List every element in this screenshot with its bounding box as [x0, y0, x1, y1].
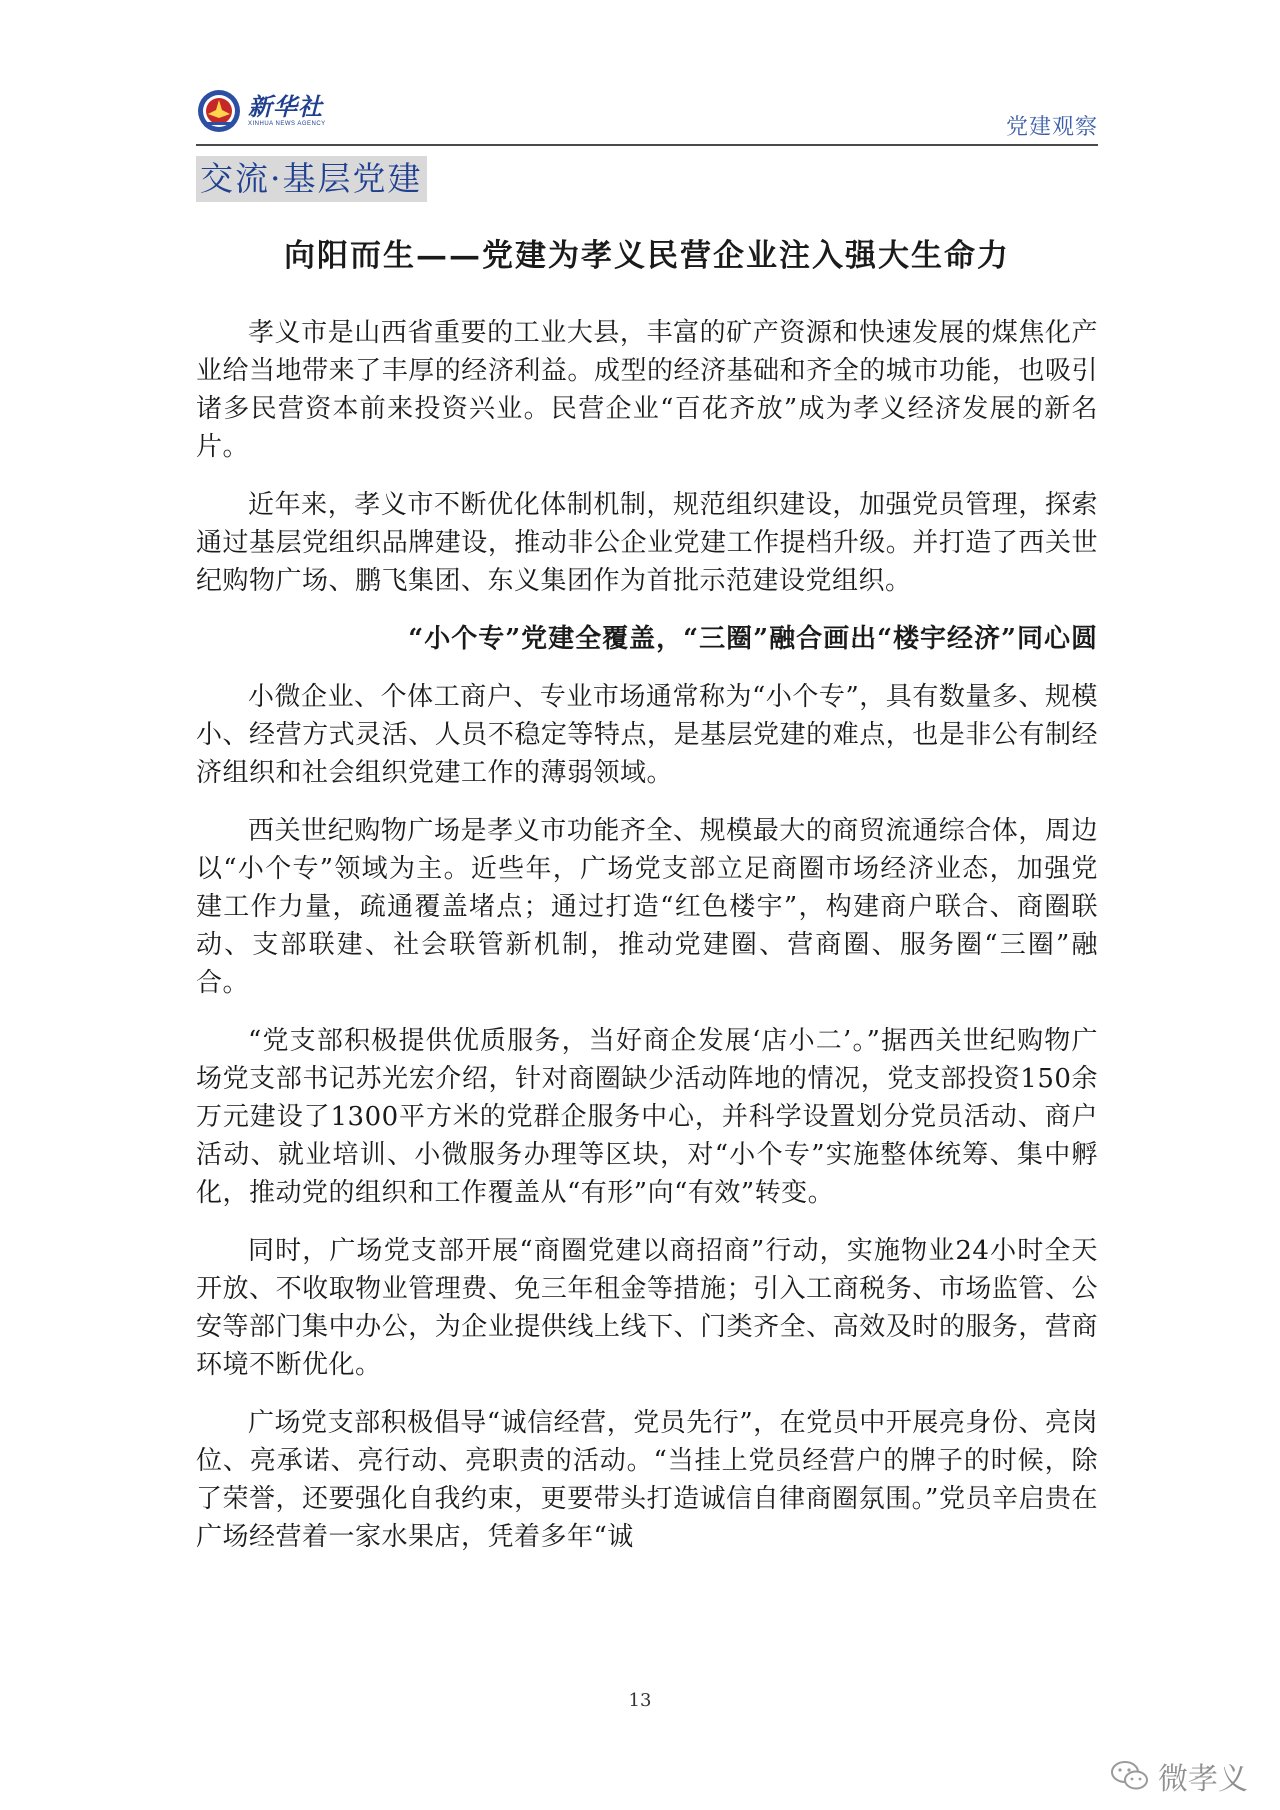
xinhua-logo	[196, 88, 326, 134]
logo-chinese-text: 新华社	[248, 92, 323, 121]
watermark-text: 微孝义	[1158, 1762, 1248, 1797]
paragraph: 西关世纪购物广场是孝义市功能齐全、规模最大的商贸流通综合体，周边以“小个专”领域为主。近些年，广场党支部立足商圈市场经济业态，加强党建工作力量，疏通覆盖堵点；通过打造“红色楼宇”，构建商户联合、商圈联动、支部联建、社会联管新机制，推动党建圈、营商圈、服务圈“三圈”融合。	[196, 816, 1098, 998]
paragraph: 同时，广场党支部开展“商圈党建以商招商”行动，实施物业24小时全天开放、不收取物业管理费、免三年租金等措施；引入工商税务、市场监管、公安等部门集中办公，为企业提供线上线下、门类齐全、高效及时的服务，营商环境不断优化。	[196, 1236, 1098, 1380]
paragraph: 广场党支部积极倡导“诚信经营，党员先行”，在党员中开展亮身份、亮岗位、亮承诺、亮行动、亮职责的活动。“当挂上党员经营户的牌子的时候，除了荣誉，还要强化自我约束，更要带头打造诚信自律商圈氛围。”党员辛启贵在广场经营着一家水果店，凭着多年“诚	[196, 1408, 1098, 1552]
wechat-icon	[1110, 1759, 1150, 1793]
paragraph: 孝义市是山西省重要的工业大县，丰富的矿产资源和快速发展的煤焦化产业给当地带来了丰厚的经济利益。成型的经济基础和齐全的城市功能，也吸引诸多民营资本前来投资兴业。民营企业“百花齐放”成为孝义经济发展的新名片。	[196, 318, 1098, 462]
column-title: 交流·基层党建	[196, 156, 427, 202]
watermark	[1110, 1754, 1248, 1798]
xinhua-emblem-icon	[196, 88, 242, 134]
paragraph: 小微企业、个体工商户、专业市场通常称为“小个专”，具有数量多、规模小、经营方式灵活、人员不稳定等特点，是基层党建的难点，也是非公有制经济组织和社会组织党建工作的薄弱领域。	[196, 682, 1098, 788]
paragraph: 近年来，孝义市不断优化体制机制，规范组织建设，加强党员管理，探索通过基层党组织品牌建设，推动非公企业党建工作提档升级。并打造了西关世纪购物广场、鹏飞集团、东义集团作为首批示范建设党组织。	[196, 490, 1098, 596]
logo-english-text: XINHUA NEWS AGENCY	[248, 121, 326, 127]
article-body	[196, 314, 1098, 1576]
article-title: 向阳而生——党建为孝义民营企业注入强大生命力	[284, 238, 1010, 274]
page-number: 13	[628, 1690, 652, 1711]
section-subheading: “小个专”党建全覆盖，“三圈”融合画出“楼宇经济”同心圆	[408, 624, 1098, 654]
paragraph: “党支部积极提供优质服务，当好商企发展‘店小二’。”据西关世纪购物广场党支部书记苏光宏介绍，针对商圈缺少活动阵地的情况，党支部投资150余万元建设了1300平方米的党群企服务中心，并科学设置划分党员活动、商户活动、就业培训、小微服务办理等区块，对“小个专”实施整体统筹、集中孵化，推动党的组织和工作覆盖从“有形”向“有效”转变。	[196, 1026, 1098, 1208]
page-header	[196, 88, 1098, 144]
section-tag: 党建观察	[1005, 115, 1098, 140]
header-divider	[196, 144, 1098, 146]
